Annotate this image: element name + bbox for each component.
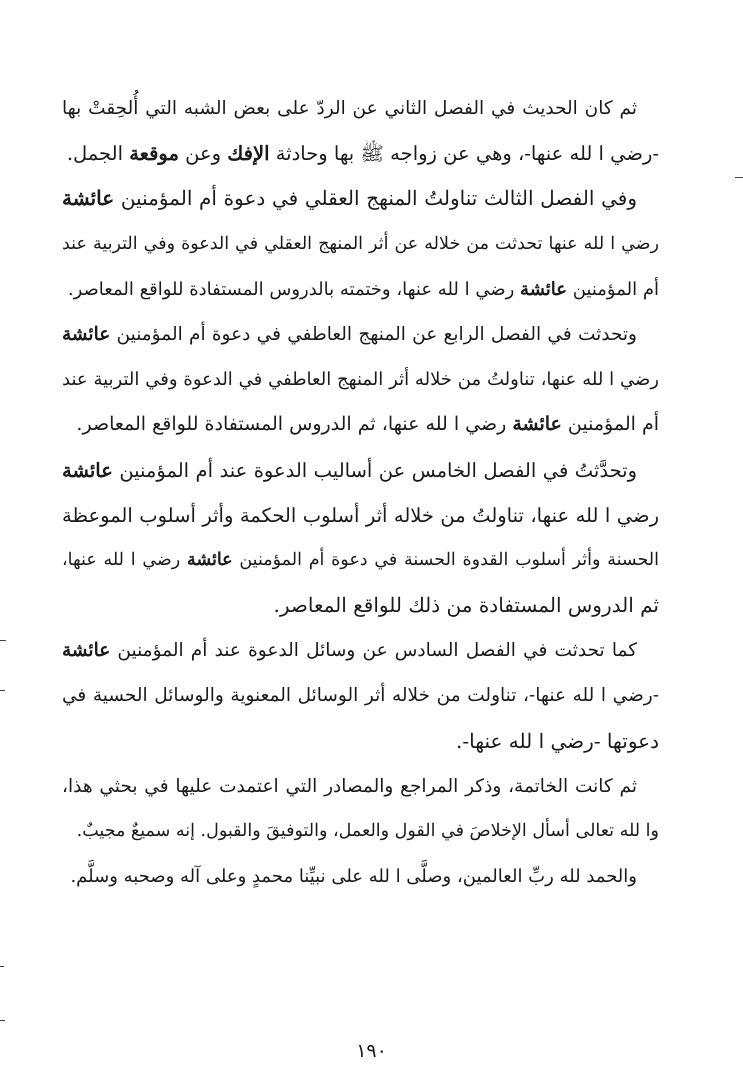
scan-edge-mark (0, 690, 5, 691)
text-line: ثم كان الحديث في الفصل الثاني عن الردّ على بعض الشبه التي أُلحِقتْ بها (62, 98, 637, 119)
text-line: -رضي ا لله عنها-، تناولت من خلاله أثر الوسائل المعنوية والوسائل الحسية في (62, 685, 659, 707)
paragraph-chapter-four (62, 312, 681, 448)
text-line: رضي ا لله عنها تحدثت من خلاله عن أثر المنهج العقلي في الدعوة وفي التربية عند (62, 233, 659, 254)
text-line: وا لله تعالى أسأل الإخلاصَ في القول والعمل، والتوفيقَ والقبول. إنه سميعٌ مجيبٌ. (76, 821, 659, 841)
text-line: ثم كانت الخاتمة، وذكر المراجع والمصادر التي اعتمدت عليها في بحثي هذا، (62, 775, 637, 797)
text-line: دعوتها -رضي ا لله عنها-. (456, 728, 659, 753)
text-line: والحمد لله ربِّ العالمين، وصلَّى ا لله على نبيِّنا محمدٍ وعلى آله وصحبه وسلَّم. (70, 866, 637, 888)
text-line: رضي ا لله عنها، تناولتُ من خلاله أثر المنهج العاطفي في الدعوة وفي التربية عند (62, 369, 659, 391)
text-line: رضي ا لله عنها، تناولتُ من خلاله أثر أسلوب الحكمة وأثر أسلوب الموعظة (62, 503, 659, 527)
paragraph-chapter-six (62, 628, 681, 764)
body-text (62, 86, 681, 899)
text-line: وتحدثت في الفصل الرابع عن المنهج العاطفي في دعوة أم المؤمنين عائشة (62, 323, 637, 345)
scan-edge-mark (0, 1020, 5, 1021)
paragraph-chapter-five (62, 448, 681, 629)
text-line: ثم الدروس المستفادة من ذلك للواقع المعاصر. (273, 593, 659, 618)
paragraph-chapter-two (62, 86, 681, 176)
text-line: وتحدَّثتُ في الفصل الخامس عن أساليب الدعوة عند أم المؤمنين عائشة (62, 458, 637, 482)
text-line: أم المؤمنين عائشة رضي ا لله عنها، وختمته بالدروس المستفادة للواقع المعاصر. (67, 278, 659, 300)
paragraph-conclusion (62, 764, 681, 854)
scan-edge-mark (735, 177, 743, 178)
scan-edge-mark (0, 640, 6, 641)
text-line: كما تحدثت في الفصل السادس عن وسائل الدعوة عند أم المؤمنين عائشة (62, 640, 637, 662)
text-line: -رضي ا لله عنها-، وهي عن زواجه ﷺ بها وحادثة الإفك وعن موقعة الجمل. (66, 142, 659, 166)
page-number: ١٩٠ (356, 1040, 387, 1062)
text-line: أم المؤمنين عائشة رضي ا لله عنها، ثم الدروس المستفادة للواقع المعاصر. (76, 413, 659, 436)
scan-edge-mark (0, 966, 4, 967)
paragraph-chapter-three (62, 176, 681, 312)
text-line: وفي الفصل الثالث تناولتُ المنهج العقلي في دعوة أم المؤمنين عائشة (62, 186, 637, 211)
text-line: الحسنة وأثر أسلوب القدوة الحسنة في دعوة أم المؤمنين عائشة رضي ا لله عنها، (62, 549, 659, 570)
paragraph-closing-praise (62, 854, 681, 899)
